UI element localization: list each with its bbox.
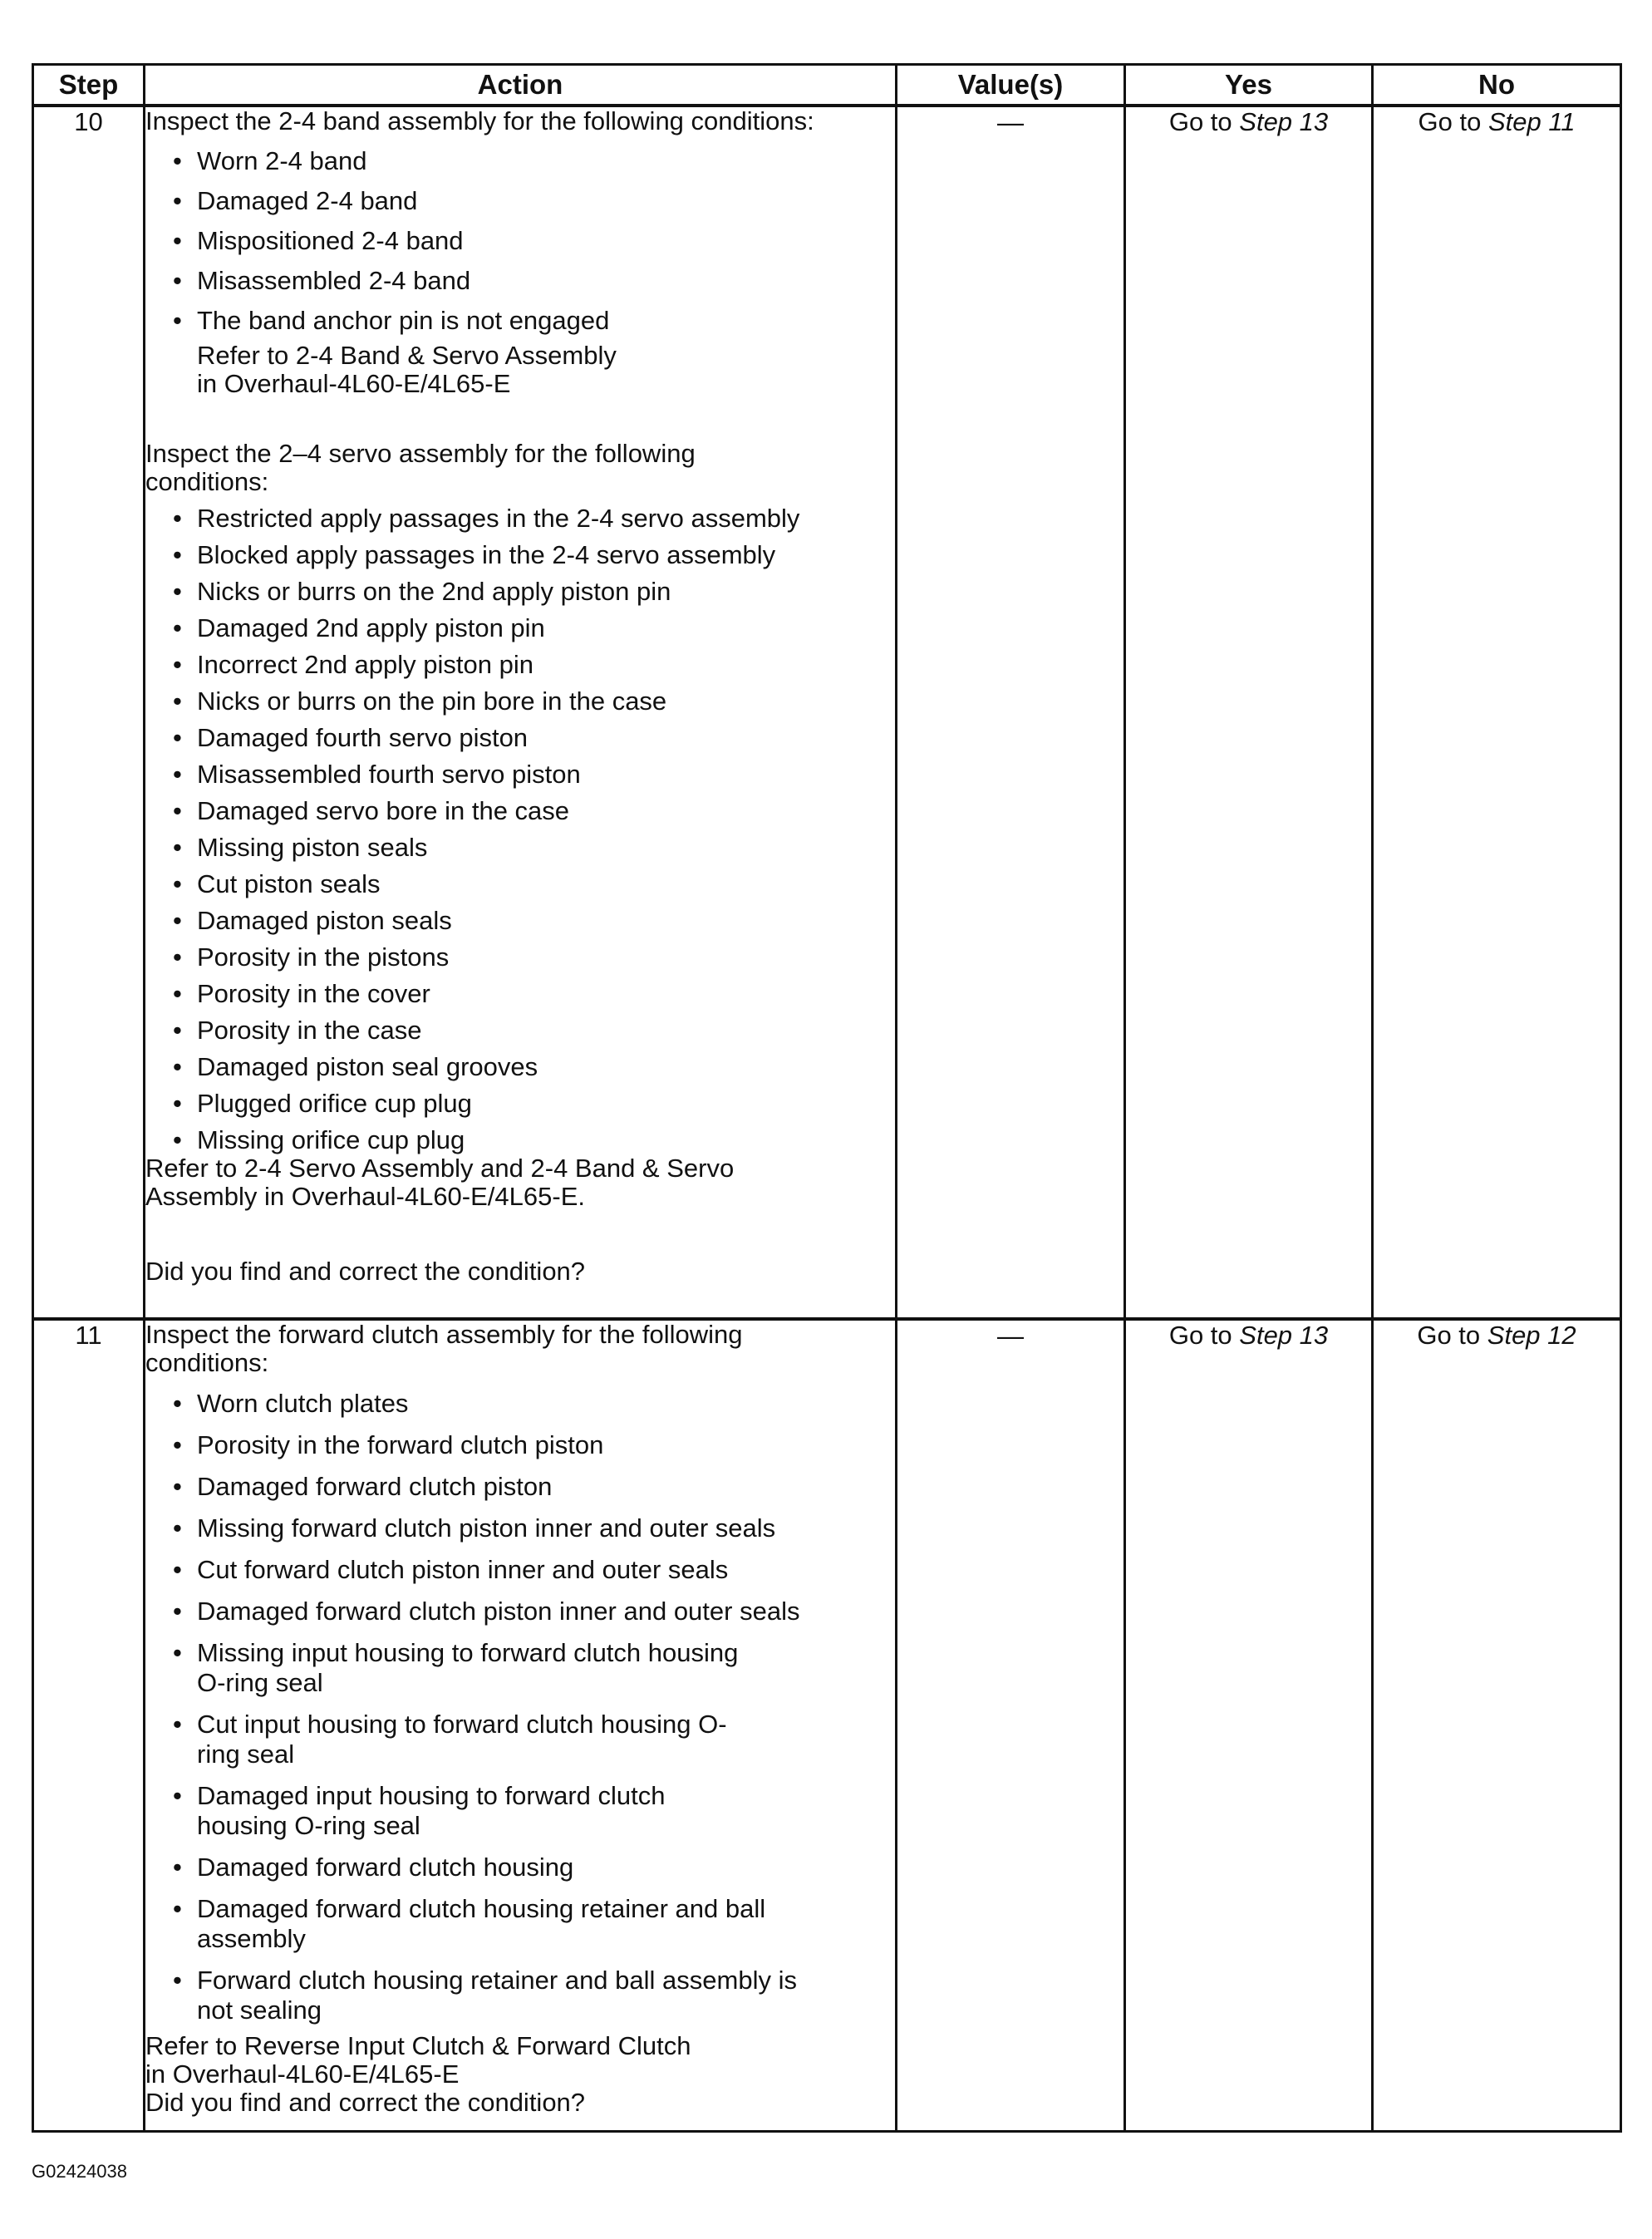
list-item: • Damaged 2nd apply piston pin (170, 614, 895, 642)
list-item: • Damaged piston seal grooves (170, 1053, 895, 1081)
list-item: • Plugged orifice cup plug (170, 1090, 895, 1118)
servo-intro: Inspect the 2–4 servo assembly for the following conditions: (145, 439, 696, 496)
band-reference (145, 342, 895, 398)
header-row (33, 65, 1621, 106)
step-number: 11 (33, 1319, 145, 2131)
list-item: • Cut piston seals (170, 870, 895, 898)
forward-clutch-reference-line-2: in Overhaul-4L60-E/4L65-E (145, 2059, 460, 2089)
list-item: • Forward clutch housing retainer and ball assembly is not sealing (170, 1966, 828, 2025)
list-item: • Nicks or burrs on the 2nd apply piston pin (170, 578, 895, 606)
header-yes: Yes (1125, 65, 1373, 106)
header-action: Action (145, 65, 897, 106)
list-item: • Damaged fourth servo piston (170, 724, 895, 752)
list-item: • Porosity in the cover (170, 980, 895, 1008)
table-row (33, 106, 1621, 1319)
list-item: • Damaged input housing to forward clutch housing O-ring seal (170, 1781, 745, 1841)
list-item: • Incorrect 2nd apply piston pin (170, 651, 895, 679)
list-item: • Damaged servo bore in the case (170, 797, 895, 825)
list-item: • Damaged forward clutch piston (170, 1472, 895, 1502)
no-prefix: Go to (1417, 1321, 1481, 1350)
no-cell (1373, 106, 1621, 1319)
value-cell: — (897, 1319, 1125, 2131)
list-item: • Restricted apply passages in the 2-4 servo assembly (170, 504, 895, 533)
list-item: • Blocked apply passages in the 2-4 servo assembly (170, 541, 895, 569)
list-item: • The band anchor pin is not engaged (170, 307, 895, 335)
list-item: • Mispositioned 2-4 band (170, 227, 895, 255)
list-item: • Damaged forward clutch piston inner and outer seals (170, 1597, 895, 1626)
list-item: • Missing orifice cup plug (170, 1126, 895, 1154)
list-item: • Porosity in the forward clutch piston (170, 1430, 895, 1460)
yes-step-link[interactable]: Step 13 (1239, 107, 1329, 136)
list-item: • Missing forward clutch piston inner and outer seals (170, 1513, 895, 1543)
table-row (33, 1319, 1621, 2131)
band-conditions-list (145, 147, 895, 335)
no-step-link[interactable]: Step 11 (1487, 107, 1576, 136)
yes-prefix: Go to (1168, 1321, 1232, 1350)
yes-prefix: Go to (1168, 107, 1232, 136)
band-reference-line-2: in Overhaul-4L60-E/4L65-E (197, 369, 511, 398)
header-step: Step (33, 65, 145, 106)
list-item: • Cut input housing to forward clutch housing O-ring seal (170, 1710, 745, 1769)
list-item: • Damaged forward clutch housing (170, 1853, 895, 1882)
no-prefix: Go to (1418, 107, 1482, 136)
servo-conditions-list (145, 504, 895, 1154)
figure-id: G02424038 (32, 2161, 127, 2182)
action-cell (145, 1319, 897, 2131)
list-item: • Missing input housing to forward clutch housing O-ring seal (170, 1638, 745, 1698)
list-item: • Porosity in the case (170, 1016, 895, 1045)
list-item: • Missing piston seals (170, 834, 895, 862)
list-item: • Damaged forward clutch housing retainer and ball assembly (170, 1894, 795, 1954)
forward-clutch-intro: Inspect the forward clutch assembly for the following conditions: (145, 1320, 743, 1377)
band-reference-line-1: Refer to 2-4 Band & Servo Assembly (197, 341, 617, 370)
band-intro: Inspect the 2-4 band assembly for the following conditions: (145, 106, 814, 135)
list-item: • Damaged piston seals (170, 907, 895, 935)
list-item: • Misassembled fourth servo piston (170, 760, 895, 789)
forward-clutch-conditions-list (145, 1389, 895, 2025)
servo-reference: Refer to 2-4 Servo Assembly and 2-4 Band & Servo Assembly in Overhaul-4L60-E/4L65-E. (145, 1154, 735, 1211)
value-cell: — (897, 106, 1125, 1319)
step-number: 10 (33, 106, 145, 1319)
action-cell (145, 106, 897, 1319)
question-text: Did you find and correct the condition? (145, 2088, 586, 2117)
yes-step-link[interactable]: Step 13 (1239, 1321, 1329, 1350)
header-values: Value(s) (897, 65, 1125, 106)
forward-clutch-reference (145, 2032, 895, 2089)
list-item: • Damaged 2-4 band (170, 187, 895, 215)
yes-cell (1125, 1319, 1373, 2131)
diagnostic-table (32, 63, 1622, 2133)
list-item: • Nicks or burrs on the pin bore in the case (170, 687, 895, 716)
list-item: • Porosity in the pistons (170, 943, 895, 972)
question-text: Did you find and correct the condition? (145, 1257, 586, 1286)
yes-cell (1125, 106, 1373, 1319)
no-step-link[interactable]: Step 12 (1487, 1321, 1576, 1350)
forward-clutch-reference-line-1: Refer to Reverse Input Clutch & Forward Clutch (145, 2031, 691, 2060)
list-item: • Worn clutch plates (170, 1389, 895, 1419)
list-item: • Worn 2-4 band (170, 147, 895, 175)
list-item: • Misassembled 2-4 band (170, 267, 895, 295)
list-item: • Cut forward clutch piston inner and outer seals (170, 1555, 895, 1585)
no-cell (1373, 1319, 1621, 2131)
header-no: No (1373, 65, 1621, 106)
